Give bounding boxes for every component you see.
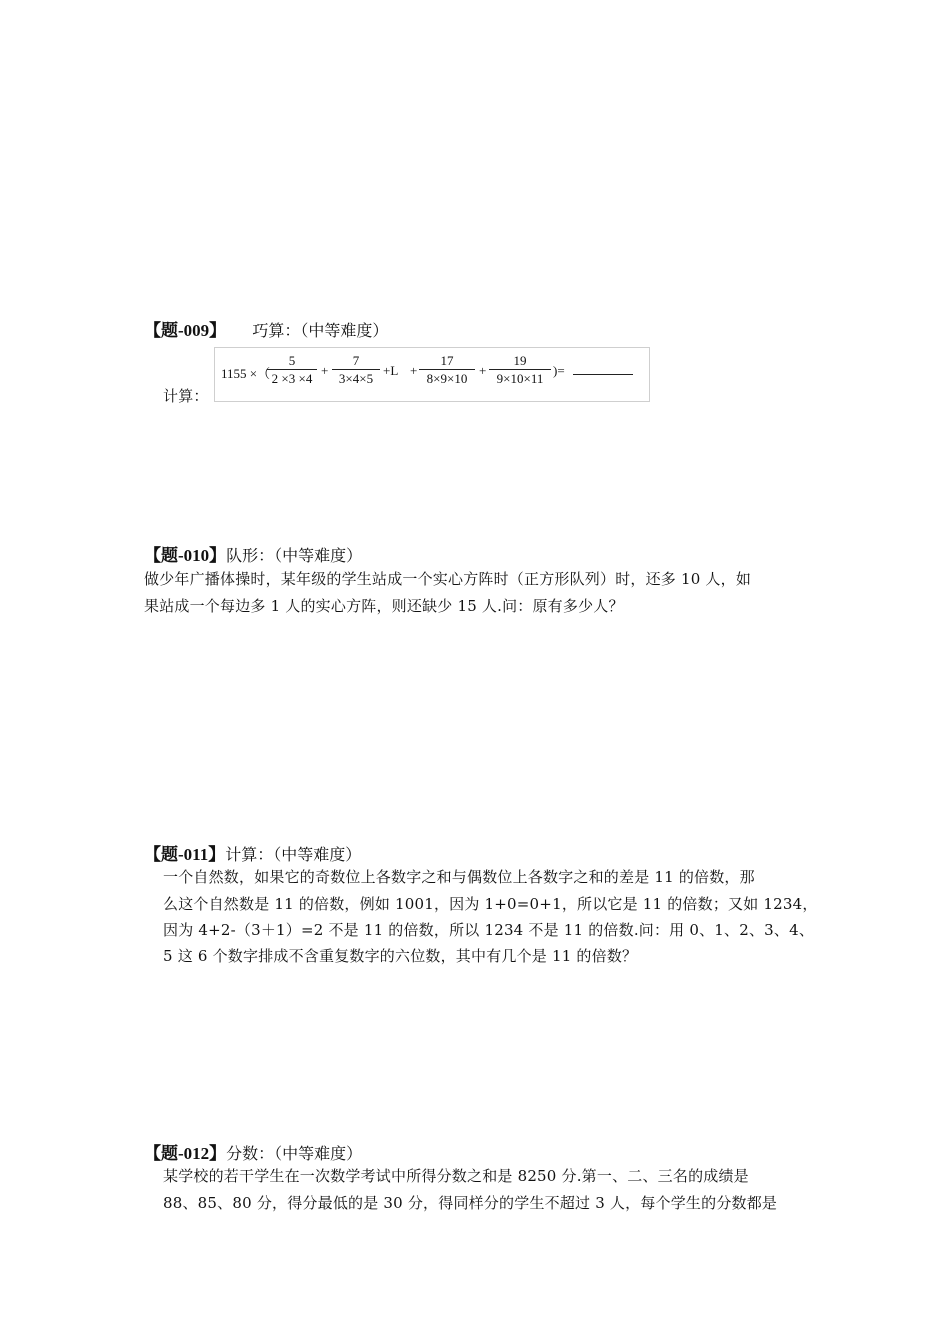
fraction-2: 7 3×4×5 bbox=[332, 353, 380, 386]
question-number: 【题-012】 bbox=[144, 1144, 227, 1163]
question-topic: 巧算：（中等难度） bbox=[252, 321, 389, 340]
question-010-line-2: 果站成一个每边多 1 人的实心方阵，则还缺少 15 人.问：原有多少人？ bbox=[144, 597, 624, 615]
formula-plus: + bbox=[321, 363, 329, 378]
question-010-title bbox=[144, 541, 362, 566]
formula-prefix: 1155 ×（ bbox=[221, 366, 271, 381]
question-012-title bbox=[144, 1139, 362, 1164]
question-012-line-2: 88、85、80 分，得分最低的是 30 分，得同样分的学生不超过 3 人，每个学生的分数都是 bbox=[163, 1194, 778, 1212]
formula-suffix: )= bbox=[553, 363, 565, 378]
question-011-line-2: 么这个自然数是 11 的倍数，例如 1001，因为 1+0=0+1，所以它是 11 的倍数；又如 1234， bbox=[163, 895, 818, 913]
question-012-line-1: 某学校的若干学生在一次数学考试中所得分数之和是 8250 分.第一、二、三名的成绩是 bbox=[163, 1167, 749, 1185]
answer-blank bbox=[573, 374, 633, 375]
question-number: 【题-009】 bbox=[144, 321, 227, 340]
formula-plus: + bbox=[410, 363, 418, 378]
formula-image bbox=[214, 347, 650, 402]
fraction-3: 17 8×9×10 bbox=[419, 353, 475, 386]
question-011-title bbox=[144, 840, 361, 865]
question-010-line-1: 做少年广播体操时，某年级的学生站成一个实心方阵时（正方形队列）时，还多 10 人，如 bbox=[144, 570, 752, 588]
question-topic: 队形：（中等难度） bbox=[226, 546, 363, 565]
question-topic: 计算：（中等难度） bbox=[225, 845, 362, 864]
fraction-4: 19 9×10×11 bbox=[489, 353, 551, 386]
question-topic: 分数：（中等难度） bbox=[226, 1144, 363, 1163]
question-009-prompt: 计算： bbox=[163, 387, 209, 405]
question-number: 【题-010】 bbox=[144, 546, 227, 565]
question-009-title bbox=[144, 316, 388, 341]
formula-plus: + bbox=[479, 363, 487, 378]
fraction-1: 5 2 ×3 ×4 bbox=[267, 353, 317, 386]
question-011-line-4: 5 这 6 个数字排成不含重复数字的六位数，其中有几个是 11 的倍数？ bbox=[163, 947, 638, 965]
question-011-line-3: 因为 4+2-（3＋1）=2 不是 11 的倍数，所以 1234 不是 11 的倍数.问：用 0、1、2、3、4、 bbox=[163, 921, 815, 939]
question-number: 【题-011】 bbox=[144, 845, 226, 864]
question-011-line-1: 一个自然数，如果它的奇数位上各数字之和与偶数位上各数字之和的差是 11 的倍数，那 bbox=[163, 868, 755, 886]
formula-ellipsis: +L bbox=[383, 363, 399, 378]
